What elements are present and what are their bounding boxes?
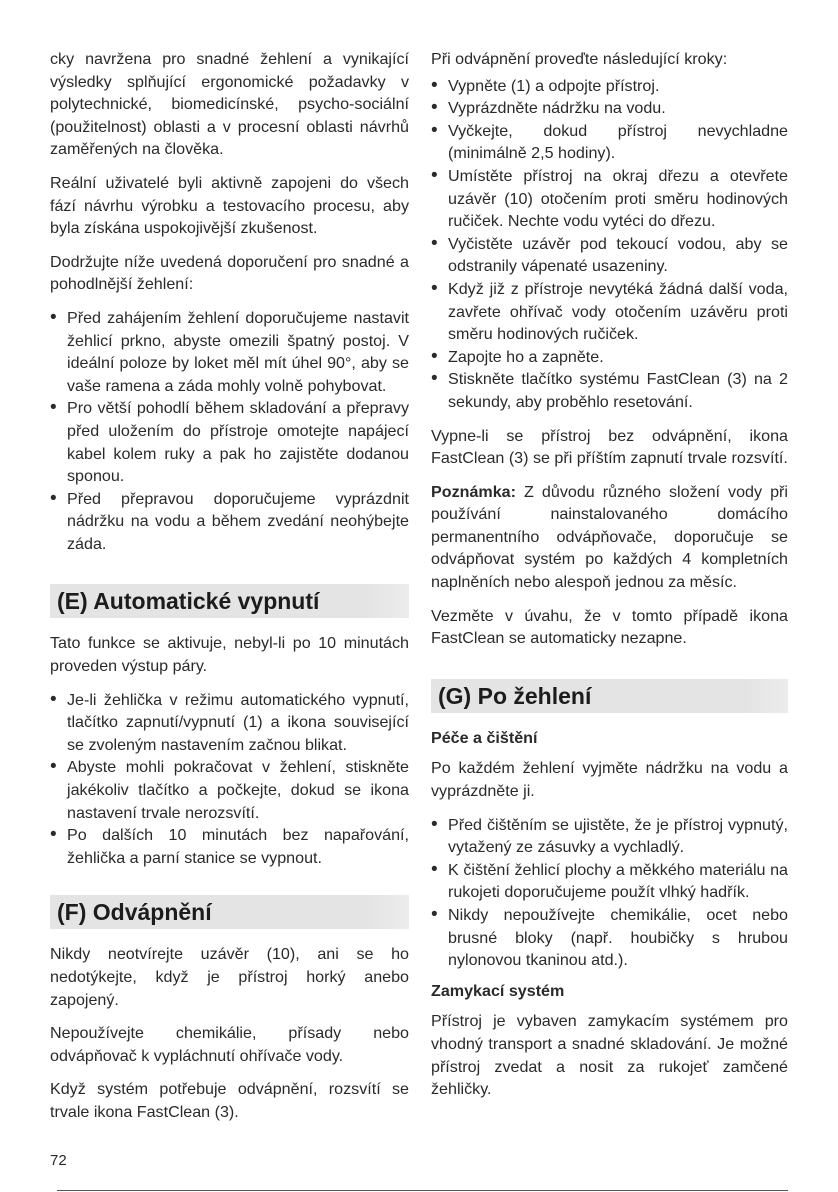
note-text: Z důvodu různého složení vody při používání nainstalovaného domácího permanentního odvápňovače, doporučuje se odvápňovat systém po každých 4 kompletních naplněních nebo alespoň jednou za měsíc. — [431, 482, 788, 592]
footer-divider — [57, 1190, 788, 1191]
care-heading: Péče a čištění — [431, 728, 538, 747]
right-column — [431, 48, 788, 1112]
ergonomic-tips-list — [50, 307, 409, 556]
list-item: • Vyčkejte, dokud přístroj nevychladne (minimálně 2,5 hodiny). — [431, 120, 788, 165]
care-paragraph: Po každém žehlení vyjměte nádržku na vodu a vyprázdněte ji. — [431, 759, 788, 801]
intro-paragraph-3: Dodržujte níže uvedená doporučení pro snadné a pohodlnější žehlení: — [50, 252, 409, 294]
intro-paragraph-1: cky navržena pro snadné žehlení a vynikající výsledky splňující ergonomické požadavky v polytechnické, biomedicínské, psycho-sociální (použitelnost) oblasti a v procesní oblasti návrhů zaměřených na člověka. — [50, 50, 409, 159]
left-column — [50, 48, 409, 1135]
list-item: • Stiskněte tlačítko systému FastClean (3) na 2 sekundy, aby proběhlo resetování. — [431, 368, 788, 413]
section-e-heading: (E) Automatické vypnutí — [50, 584, 409, 618]
after-steps-paragraph: Vypne-li se přístroj bez odvápnění, ikona FastClean (3) se při příštím zapnutí trvale rozsvítí. — [431, 426, 788, 468]
section-f-paragraph-2: Nepoužívejte chemikálie, přísady nebo odvápňovač k vypláchnutí ohřívače vody. — [50, 1024, 409, 1065]
section-f-heading: (F) Odvápnění — [50, 895, 409, 929]
lock-heading: Zamykací systém — [431, 981, 565, 1000]
list-item: • Když již z přístroje nevytéká žádná další voda, zavřete ohřívač vody otočením uzávěru proti směru hodinových ručiček. — [431, 278, 788, 346]
note-label: Poznámka: — [431, 482, 516, 501]
note-paragraph — [431, 481, 788, 594]
section-f-paragraph-1: Nikdy neotvírejte uzávěr (10), ani se ho nedotýkejte, když je přístroj horký anebo zapojený. — [50, 945, 409, 1009]
care-list — [431, 814, 788, 972]
list-item: • Před zahájením žehlení doporučujeme nastavit žehlicí prkno, abyste omezili špatný postoj. V ideální poloze by loket měl mít úhel 90°, aby se vaše ramena a záda mohly volně pohybovat. — [50, 307, 409, 397]
list-item: • Umístěte přístroj na okraj dřezu a otevřete uzávěr (10) otočením proti směru hodinových ručiček. Nechte vodu vytéci do dřezu. — [431, 165, 788, 233]
note-followup: Vezměte v úvahu, že v tomto případě ikona FastClean se automaticky nezapne. — [431, 606, 788, 648]
list-item: • Pro větší pohodlí během skladování a přepravy před uložením do přístroje omotejte napájecí kabel kolem ruky a pak ho zajistěte dodanou sponou. — [50, 397, 409, 487]
list-item: • Nikdy nepoužívejte chemikálie, ocet nebo brusné bloky (např. houbičky s hrubou nylonovou tkaninou atd.). — [431, 904, 788, 972]
section-g-heading: (G) Po žehlení — [431, 679, 788, 713]
section-e-list — [50, 689, 409, 870]
list-item: • K čištění žehlicí plochy a měkkého materiálu na rukojeti doporučujeme použít vlhký hadřík. — [431, 859, 788, 904]
list-item: • Vypněte (1) a odpojte přístroj. — [431, 75, 788, 98]
section-f-paragraph-3: Když systém potřebuje odvápnění, rozsvítí se trvale ikona FastClean (3). — [50, 1080, 409, 1121]
list-item: • Před přepravou doporučujeme vyprázdnit nádržku na vodu a během zvedání neohýbejte záda. — [50, 488, 409, 556]
steps-intro: Při odvápnění proveďte následující kroky: — [431, 50, 728, 68]
list-item: • Vyčistěte uzávěr pod tekoucí vodou, aby se odstranily vápenaté usazeniny. — [431, 233, 788, 278]
intro-paragraph-2: Reální uživatelé byli aktivně zapojeni do všech fází návrhu výrobku a testovacího procesu, aby byla získána uspokojivější zkušenost. — [50, 173, 409, 238]
section-e-paragraph: Tato funkce se aktivuje, nebyl-li po 10 minutách proveden výstup páry. — [50, 634, 409, 676]
list-item: • Je-li žehlička v režimu automatického vypnutí, tlačítko zapnutí/vypnutí (1) a ikona související se zvoleným nastavením začnou blikat. — [50, 689, 409, 757]
list-item: • Zapojte ho a zapněte. — [431, 346, 788, 369]
list-item: • Vyprázdněte nádržku na vodu. — [431, 97, 788, 120]
lock-paragraph: Přístroj je vybaven zamykacím systémem pro vhodný transport a snadné skladování. Je možné přístroj zvedat a nosit za rukojeť zamčené žehličky. — [431, 1012, 788, 1099]
list-item: • Abyste mohli pokračovat v žehlení, stiskněte jakékoliv tlačítko a počkejte, dokud se ikona nastavení trvale nerozsvítí. — [50, 756, 409, 824]
page-number: 72 — [50, 1152, 67, 1169]
list-item: • Před čištěním se ujistěte, že je přístroj vypnutý, vytažený ze zásuvky a vychladlý. — [431, 814, 788, 859]
descaling-steps-list — [431, 75, 788, 414]
list-item: • Po dalších 10 minutách bez napařování, žehlička a parní stanice se vypnout. — [50, 824, 409, 869]
